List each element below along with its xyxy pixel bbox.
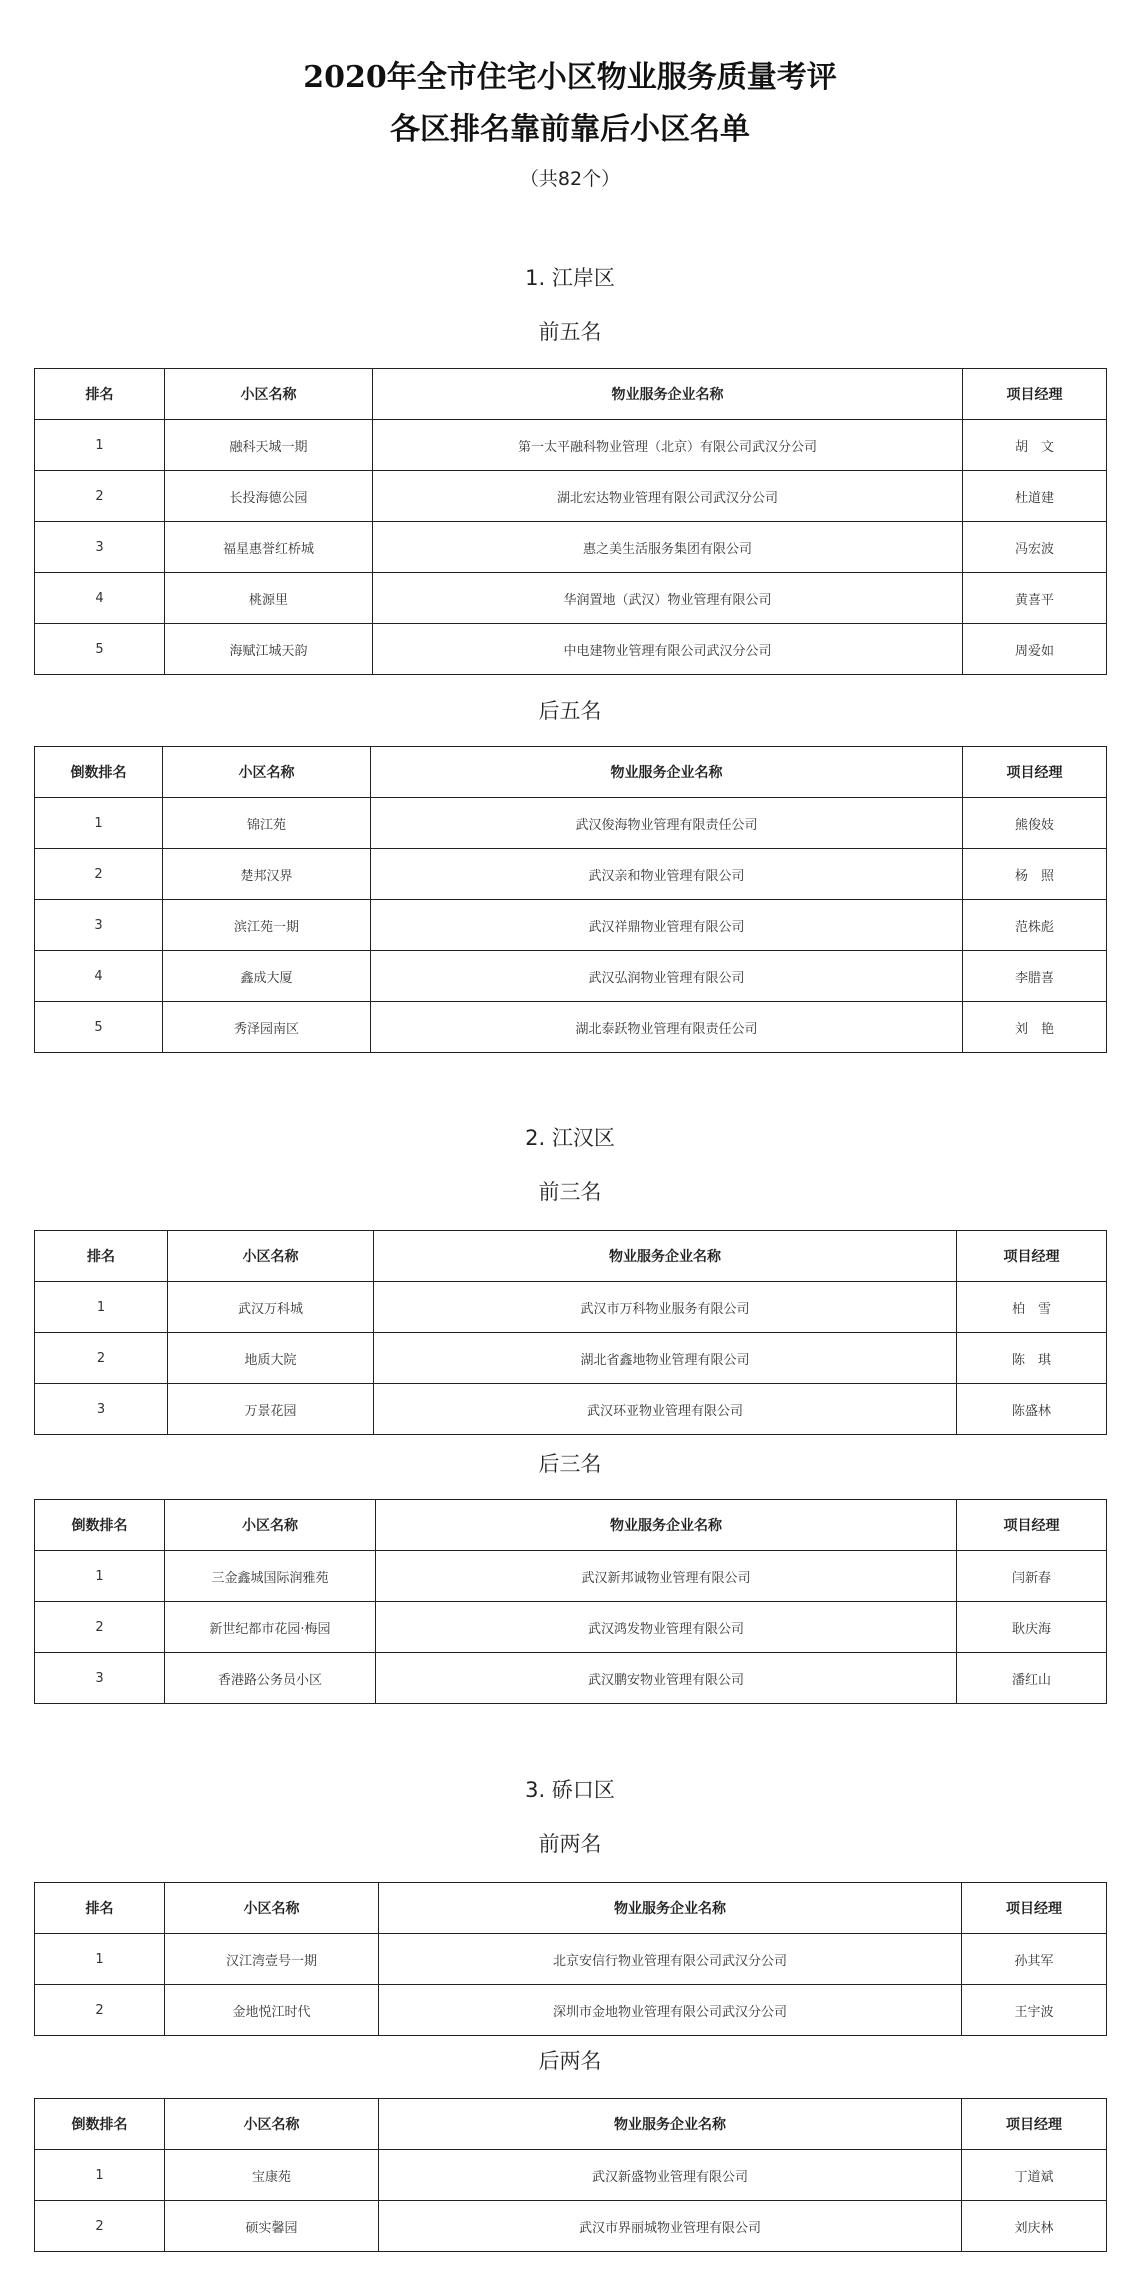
table-row (35, 522, 1107, 573)
table-row (35, 420, 1107, 471)
district-heading: 3. 硚口区 (525, 1778, 615, 1802)
table-row (35, 1384, 1107, 1435)
bottom-list-label: 后两名 (538, 2049, 602, 2073)
company-name-header: 物业服务企业名称 (371, 747, 963, 798)
company-name-cell: 深圳市金地物业管理有限公司武汉分公司 (379, 1985, 962, 2036)
manager-header: 项目经理 (962, 2099, 1107, 2150)
community-name-cell: 秀泽园南区 (163, 1002, 371, 1053)
company-name-header: 物业服务企业名称 (374, 1231, 957, 1282)
manager-cell: 熊俊妓 (963, 798, 1107, 849)
manager-cell: 王宇波 (962, 1985, 1107, 2036)
manager-cell: 周爱如 (963, 624, 1107, 675)
rank-cell: 2 (35, 849, 163, 900)
manager-header: 项目经理 (962, 1883, 1107, 1934)
community-name-cell: 新世纪都市花园·梅园 (165, 1602, 376, 1653)
company-name-cell: 武汉市万科物业服务有限公司 (374, 1282, 957, 1333)
company-name-cell: 武汉环亚物业管理有限公司 (374, 1384, 957, 1435)
rank-cell: 1 (35, 1282, 168, 1333)
rank-cell: 1 (35, 1551, 165, 1602)
table-header-row (35, 747, 1107, 798)
community-name-cell: 香港路公务员小区 (165, 1653, 376, 1704)
manager-cell: 闫新春 (957, 1551, 1107, 1602)
manager-cell: 陈 琪 (957, 1333, 1107, 1384)
top-ranking-table (34, 1882, 1107, 2036)
company-name-header: 物业服务企业名称 (379, 2099, 962, 2150)
rank-cell: 3 (35, 1653, 165, 1704)
community-name-cell: 宝康苑 (165, 2150, 379, 2201)
rank-cell: 1 (35, 1934, 165, 1985)
company-name-cell: 惠之美生活服务集团有限公司 (373, 522, 963, 573)
table-row (35, 849, 1107, 900)
rank-header: 倒数排名 (35, 747, 163, 798)
bottom-list-label: 后五名 (538, 699, 602, 723)
company-name-cell: 武汉俊海物业管理有限责任公司 (371, 798, 963, 849)
table-row (35, 2150, 1107, 2201)
community-name-cell: 海赋江城天韵 (165, 624, 373, 675)
rank-cell: 5 (35, 1002, 163, 1053)
community-name-cell: 三金鑫城国际润雅苑 (165, 1551, 376, 1602)
table-row (35, 1551, 1107, 1602)
table-row (35, 1002, 1107, 1053)
company-name-header: 物业服务企业名称 (376, 1500, 957, 1551)
rank-cell: 3 (35, 1384, 168, 1435)
manager-header: 项目经理 (957, 1500, 1107, 1551)
district-heading: 2. 江汉区 (525, 1126, 615, 1150)
company-name-cell: 武汉新盛物业管理有限公司 (379, 2150, 962, 2201)
manager-cell: 胡 文 (963, 420, 1107, 471)
manager-header: 项目经理 (957, 1231, 1107, 1282)
manager-cell: 杨 照 (963, 849, 1107, 900)
rank-cell: 2 (35, 471, 165, 522)
bottom-ranking-table (34, 2098, 1107, 2252)
company-name-cell: 北京安信行物业管理有限公司武汉分公司 (379, 1934, 962, 1985)
top-ranking-table (34, 368, 1107, 675)
rank-cell: 2 (35, 1333, 168, 1384)
table-row (35, 573, 1107, 624)
manager-cell: 冯宏波 (963, 522, 1107, 573)
company-name-cell: 湖北省鑫地物业管理有限公司 (374, 1333, 957, 1384)
company-name-cell: 武汉鸿发物业管理有限公司 (376, 1602, 957, 1653)
community-name-cell: 融科天城一期 (165, 420, 373, 471)
community-name-cell: 桃源里 (165, 573, 373, 624)
bottom-ranking-table (34, 1499, 1107, 1704)
table-header-row (35, 1500, 1107, 1551)
table-row (35, 1934, 1107, 1985)
manager-cell: 丁道斌 (962, 2150, 1107, 2201)
rank-cell: 5 (35, 624, 165, 675)
company-name-header: 物业服务企业名称 (379, 1883, 962, 1934)
district-heading: 1. 江岸区 (525, 266, 615, 290)
top-list-label: 前两名 (538, 1832, 602, 1856)
page-title-line2: 各区排名靠前靠后小区名单 (390, 112, 750, 147)
community-name-cell: 楚邦汉界 (163, 849, 371, 900)
manager-cell: 黄喜平 (963, 573, 1107, 624)
table-row (35, 624, 1107, 675)
manager-cell: 范株彪 (963, 900, 1107, 951)
total-count: （共82个） (519, 168, 621, 190)
rank-cell: 1 (35, 420, 165, 471)
rank-cell: 3 (35, 900, 163, 951)
community-name-cell: 汉江湾壹号一期 (165, 1934, 379, 1985)
community-name-cell: 鑫成大厦 (163, 951, 371, 1002)
table-row (35, 1653, 1107, 1704)
rank-cell: 1 (35, 798, 163, 849)
manager-header: 项目经理 (963, 747, 1107, 798)
company-name-cell: 第一太平融科物业管理（北京）有限公司武汉分公司 (373, 420, 963, 471)
rank-cell: 4 (35, 951, 163, 1002)
community-name-header: 小区名称 (165, 1883, 379, 1934)
rank-cell: 2 (35, 1602, 165, 1653)
community-name-header: 小区名称 (165, 1500, 376, 1551)
community-name-cell: 锦江苑 (163, 798, 371, 849)
manager-header: 项目经理 (963, 369, 1107, 420)
community-name-cell: 福星惠誉红桥城 (165, 522, 373, 573)
top-list-label: 前五名 (538, 320, 602, 344)
company-name-header: 物业服务企业名称 (373, 369, 963, 420)
community-name-cell: 地质大院 (168, 1333, 374, 1384)
table-row (35, 1985, 1107, 2036)
community-name-cell: 硕实馨园 (165, 2201, 379, 2252)
rank-cell: 2 (35, 1985, 165, 2036)
company-name-cell: 湖北宏达物业管理有限公司武汉分公司 (373, 471, 963, 522)
table-row (35, 1602, 1107, 1653)
company-name-cell: 武汉祥鼎物业管理有限公司 (371, 900, 963, 951)
table-header-row (35, 1883, 1107, 1934)
manager-cell: 潘红山 (957, 1653, 1107, 1704)
manager-cell: 杜道建 (963, 471, 1107, 522)
community-name-cell: 长投海德公园 (165, 471, 373, 522)
manager-cell: 耿庆海 (957, 1602, 1107, 1653)
company-name-cell: 武汉新邦诚物业管理有限公司 (376, 1551, 957, 1602)
community-name-header: 小区名称 (165, 369, 373, 420)
table-row (35, 951, 1107, 1002)
company-name-cell: 武汉鹏安物业管理有限公司 (376, 1653, 957, 1704)
community-name-cell: 万景花园 (168, 1384, 374, 1435)
top-list-label: 前三名 (538, 1180, 602, 1204)
rank-header: 倒数排名 (35, 2099, 165, 2150)
table-row (35, 1333, 1107, 1384)
rank-header: 排名 (35, 1231, 168, 1282)
company-name-cell: 湖北泰跃物业管理有限责任公司 (371, 1002, 963, 1053)
manager-cell: 李腊喜 (963, 951, 1107, 1002)
manager-cell: 刘 艳 (963, 1002, 1107, 1053)
table-row (35, 1282, 1107, 1333)
rank-header: 排名 (35, 369, 165, 420)
manager-cell: 陈盛林 (957, 1384, 1107, 1435)
company-name-cell: 武汉市界丽城物业管理有限公司 (379, 2201, 962, 2252)
manager-cell: 刘庆林 (962, 2201, 1107, 2252)
manager-cell: 柏 雪 (957, 1282, 1107, 1333)
company-name-cell: 中电建物业管理有限公司武汉分公司 (373, 624, 963, 675)
table-header-row (35, 369, 1107, 420)
table-row (35, 900, 1107, 951)
top-ranking-table (34, 1230, 1107, 1435)
rank-cell: 1 (35, 2150, 165, 2201)
rank-cell: 2 (35, 2201, 165, 2252)
rank-cell: 4 (35, 573, 165, 624)
rank-cell: 3 (35, 522, 165, 573)
table-row (35, 471, 1107, 522)
community-name-cell: 滨江苑一期 (163, 900, 371, 951)
bottom-list-label: 后三名 (538, 1452, 602, 1476)
rank-header: 倒数排名 (35, 1500, 165, 1551)
page-title-line1: 2020年全市住宅小区物业服务质量考评 (303, 60, 837, 95)
company-name-cell: 武汉亲和物业管理有限公司 (371, 849, 963, 900)
bottom-ranking-table (34, 746, 1107, 1053)
table-row (35, 2201, 1107, 2252)
company-name-cell: 武汉弘润物业管理有限公司 (371, 951, 963, 1002)
community-name-header: 小区名称 (165, 2099, 379, 2150)
community-name-cell: 金地悦江时代 (165, 1985, 379, 2036)
table-header-row (35, 2099, 1107, 2150)
table-row (35, 798, 1107, 849)
community-name-header: 小区名称 (168, 1231, 374, 1282)
rank-header: 排名 (35, 1883, 165, 1934)
community-name-header: 小区名称 (163, 747, 371, 798)
community-name-cell: 武汉万科城 (168, 1282, 374, 1333)
table-header-row (35, 1231, 1107, 1282)
manager-cell: 孙其军 (962, 1934, 1107, 1985)
company-name-cell: 华润置地（武汉）物业管理有限公司 (373, 573, 963, 624)
